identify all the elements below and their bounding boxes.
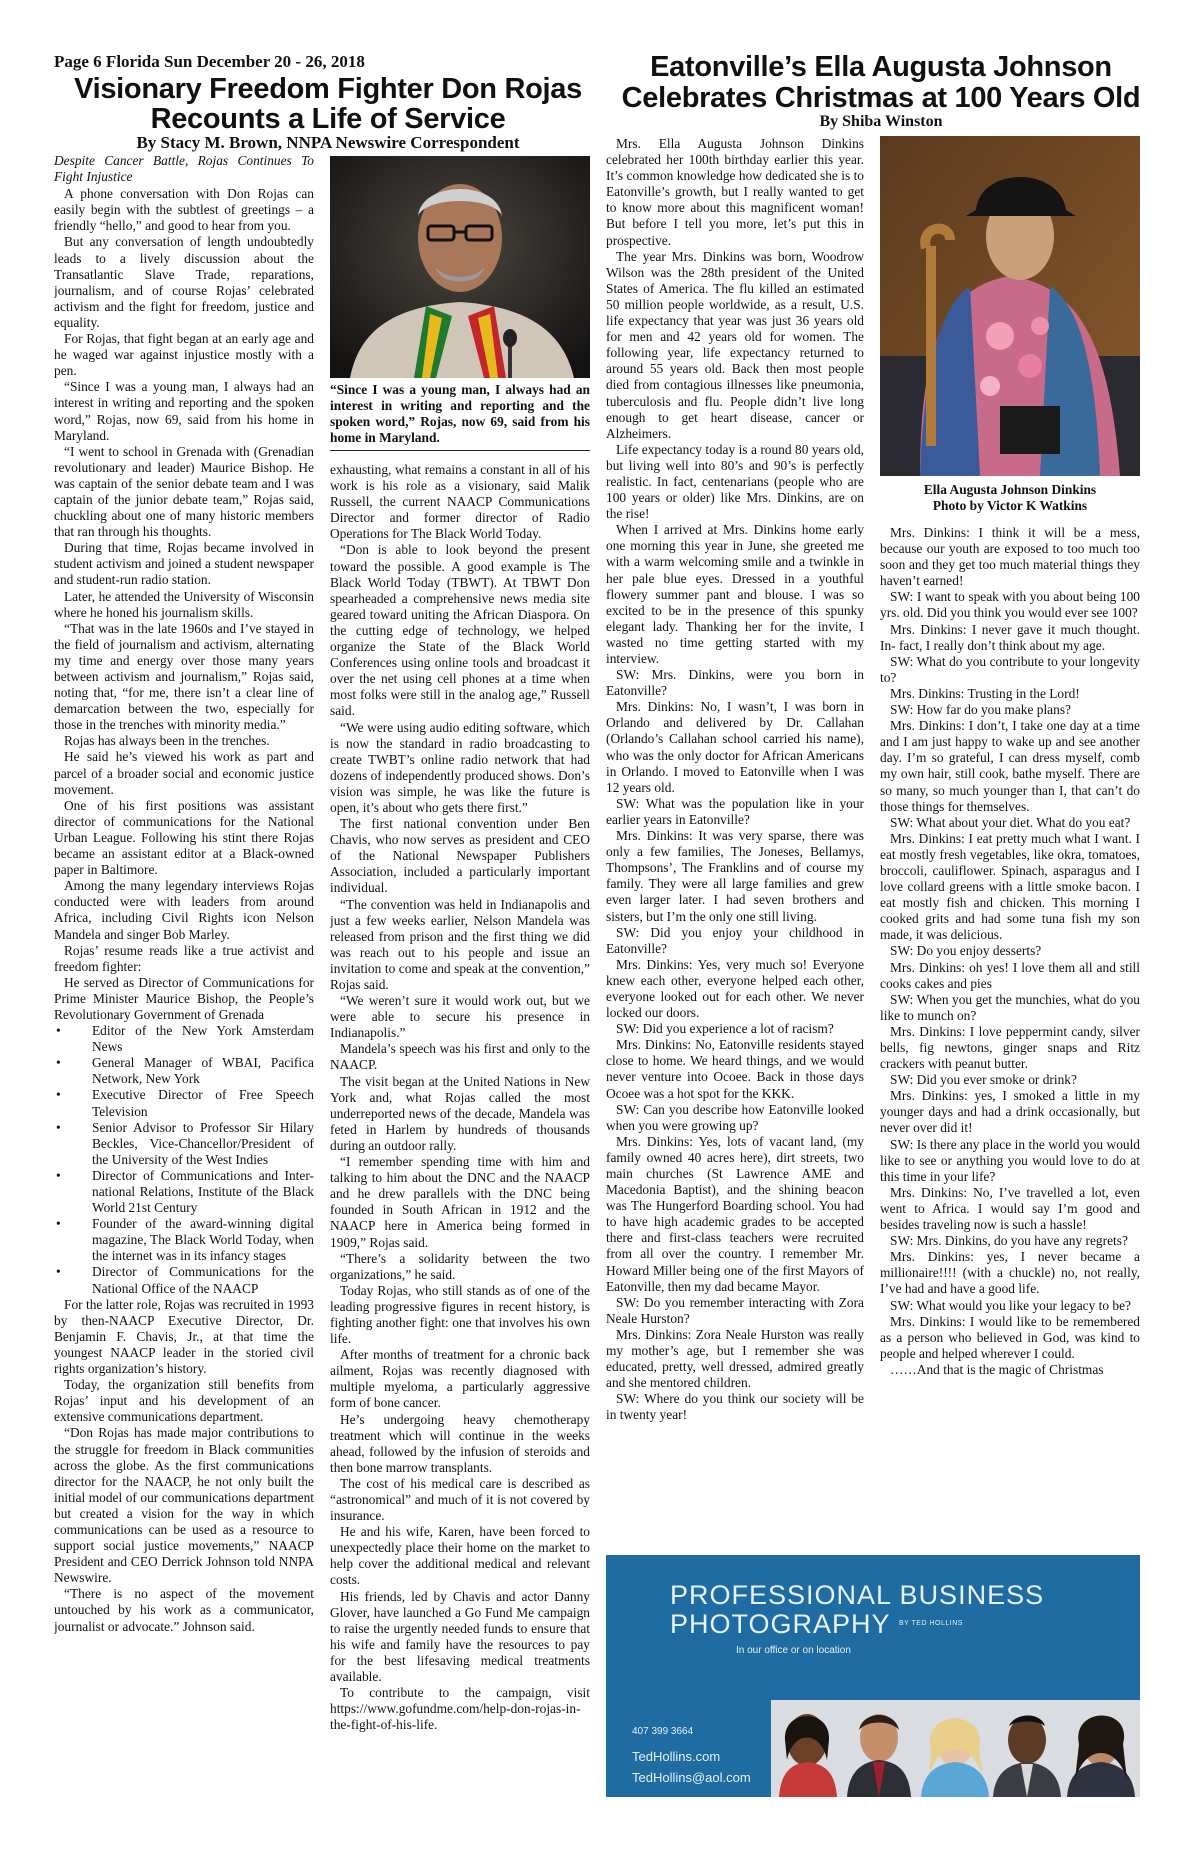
ad-subtitle: In our office or on location <box>736 1645 851 1656</box>
caption-divider <box>330 450 590 451</box>
article-paragraph: Later, he attended the University of Wisconsin where he honed his journalism skills. <box>54 588 314 620</box>
article-paragraph: SW: Do you remember interacting with Zora Neale Hurston? <box>606 1294 864 1326</box>
article-paragraph: Mrs. Dinkins: I think it will be a mess, because our youth are exposed to too much too soon and they get too much material things they haven’t earned! <box>880 525 1140 589</box>
article-paragraph: The first national convention under Ben Chavis, who now serves as president and CEO of the National Newspaper Publishers Association, included a particularly important individual. <box>330 816 590 896</box>
article-paragraph: “We were using audio editing software, which is now the standard in radio broadcasting to create TWBT’s online radio network that had dozens of independently produced shows. Don’s vision was simple, he was like the future is open, it’s about who gets there first.” <box>330 719 590 815</box>
article-paragraph: He and his wife, Karen, have been forced to unexpectedly place their home on the market to help cover the additional medical and relevant costs. <box>330 1524 590 1588</box>
article-paragraph: “Don Rojas has made major contributions to the struggle for freedom in Black communities across the globe. As the first communications director for the NAACP, he not only built the initial model of our communications department but created a vision for the way in which communications can be used as a resource to support social justice movements,” NAACP President and CEO Derrick Johnson told NNPA Newswire. <box>54 1425 314 1586</box>
right-article-column-2 <box>880 525 1140 1555</box>
article-paragraph: The cost of his medical care is described as “astronomical” and much of it is not covered by insurance. <box>330 1475 590 1524</box>
article-paragraph: Mrs. Dinkins: It was very sparse, there was only a few families, The Joneses, Bellamys, Thompsons’, The Franklins and of course my family. They were all large families and grew even larger later. I had seven brothers and sisters, but I’m the only one still living. <box>606 828 864 924</box>
left-byline: By Stacy M. Brown, NNPA Newswire Correspondent <box>136 133 520 152</box>
article-paragraph: Mrs. Dinkins: Yes, very much so! Everyone knew each other, everyone helped each other, everyone looked out for each other. We never locked our doors. <box>606 956 864 1021</box>
article-paragraph: SW: Mrs. Dinkins, were you born in Eatonville? <box>606 667 864 699</box>
resume-bullet-item: • Senior Advisor to Professor Sir Hilary Beckles, Vice-Chancellor/President of the University of the West Indies <box>54 1120 314 1168</box>
article-paragraph: “I went to school in Grenada with (Grenadian revolutionary and leader) Maurice Bishop. He was captain of the senior debate team and I was captain of the junior debate team,” Rojas said, chuckling about one of many historic members that ran through his thoughts. <box>54 443 314 540</box>
article-paragraph: Mrs. Dinkins: I would like to be remembered as a person who believed in God, was kind to people and helped wherever I could. <box>880 1313 1140 1361</box>
left-headline <box>54 74 602 134</box>
article-paragraph: Mrs. Ella Augusta Johnson Dinkins celebrated her 100th birthday earlier this year. It’s common knowledge how dedicated she is to Eatonville’s growth, but I really wanted to get to know more about this magnificent woman! But before I tell you more, let’s put this in prospective. <box>606 136 864 248</box>
article-paragraph: Rojas’ resume reads like a true activist and freedom fighter: <box>54 942 314 974</box>
article-paragraph: SW: Can you describe how Eatonville looked when you were growing up? <box>606 1101 864 1133</box>
article-paragraph: But any conversation of length undoubtedly leads to a lively discussion about the Transatlantic Slave Trade, reparations, journalism, and of course Rojas’ celebrated activism and the fight for freedom, justice and equality. <box>54 234 314 330</box>
ad-headshots-image <box>771 1700 1140 1797</box>
article-paragraph: “I remember spending time with him and talking to him about the DNC and the NAACP and he drew parallels with the DNC being founded in South African in 1912 and the NAACP here in America being formed in 1909,” Rojas said. <box>330 1154 590 1250</box>
article-paragraph: One of his first positions was assistant director of communications for the National Urban League. Following his stint there Rojas became an assistant editor at a Black-owned paper in Baltimore. <box>54 797 314 878</box>
resume-bullet-item: • Director of Communications for the National Office of the NAACP <box>54 1264 314 1296</box>
article-paragraph: SW: I want to speak with you about being 100 yrs. old. Did you think you would ever see 100? <box>880 589 1140 621</box>
article-paragraph: SW: What would you like your legacy to be? <box>890 1297 1131 1313</box>
ad-email-link[interactable]: TedHollins@aol.com <box>632 1770 751 1785</box>
ella-dinkins-photo-caption <box>880 482 1140 514</box>
page-header: Page 6 Florida Sun December 20 - 26, 2018 <box>54 52 365 71</box>
article-paragraph: Mrs. Dinkins: Trusting in the Lord! <box>890 685 1080 701</box>
article-paragraph: Rojas has always been in the trenches. <box>64 733 270 749</box>
article-paragraph: SW: Did you enjoy your childhood in Eatonville? <box>606 924 864 956</box>
article-paragraph: Life expectancy today is a round 80 years old, but living well into 80’s and 90’s is perfectly realistic. In fact, centenarians (people who are 100 years or older) like Mrs. Dinkins, are on the rise! <box>606 441 864 522</box>
article-paragraph: SW: Where do you think our society will be in twenty year! <box>606 1391 864 1423</box>
article-paragraph: The year Mrs. Dinkins was born, Woodrow Wilson was the 28th president of the United States of America. The flu killed an estimated 50 million people worldwide, as a result, U.S. life expectancy that year was just 36 years old for men and 42 years old for women. The following year, life expectancy returned to around 55 years old. Back then most people died from contagious illnesses like pneumonia, tuberculosis and flu. People didn’t live long enough to get heart disease, cancer or Alzheimers. <box>606 248 864 441</box>
column-4-body <box>880 525 1140 1378</box>
column-3-body <box>606 136 864 1424</box>
article-paragraph: Mrs. Dinkins: I eat pretty much what I want. I eat mostly fresh vegetables, like okra, tomatoes, broccoli, cauliflower. Spinach, asparagus and I love collard greens with a little smoke bacon. I eat mostly fish and chicken. This morning I cooked grits and had some tuna fish my son made, it was delicious. <box>880 830 1140 943</box>
article-paragraph: “There’s a solidarity between the two organizations,” he said. <box>330 1250 590 1282</box>
article-paragraph: SW: How far do you make plans? <box>890 702 1071 718</box>
article-paragraph: SW: Mrs. Dinkins, do you have any regrets? <box>890 1233 1128 1249</box>
article-paragraph: After months of treatment for a chronic back ailment, Rojas was recently diagnosed with multiple myeloma, a particularly aggressive form of bone cancer. <box>330 1347 590 1411</box>
article-paragraph: “We weren’t sure it would work out, but we were able to secure his presence in Indianapolis.” <box>330 993 590 1041</box>
article-paragraph: For the latter role, Rojas was recruited in 1993 by then-NAACP Executive Director, Dr. Benjamin F. Chavis, Jr., at that time the youngest NAACP leader in the storied civil rights organization’s history. <box>54 1296 314 1377</box>
ella-dinkins-photo <box>880 136 1140 476</box>
resume-bullet-item: • Director of Communications and Inter-national Relations, Institute of the Black World 21st Century <box>54 1168 314 1216</box>
article-paragraph: He’s undergoing heavy chemotherapy treatment which will continue in the weeks ahead, followed by the infusion of steroids and then bone marrow transplants. <box>330 1411 590 1475</box>
right-headline-line1: Eatonville’s Ella Augusta Johnson <box>650 51 1112 83</box>
article-paragraph: Mrs. Dinkins: I never gave it much thought. In- fact, I really don’t think about my age. <box>880 621 1140 653</box>
article-paragraph: Today, the organization still benefits from Rojas’ input and his development of an extensive communications department. <box>54 1377 314 1425</box>
resume-bullet-item: • General Manager of WBAI, Pacifica Network, New York <box>54 1055 314 1087</box>
don-rojas-portrait-image <box>330 156 590 378</box>
ad-title-line2: PHOTOGRAPHY <box>670 1609 891 1639</box>
article-paragraph: SW: Is there any place in the world you would like to see or anything you would love to do at this time in your life? <box>880 1136 1140 1184</box>
article-paragraph: “Since I was a young man, I always had an interest in writing and reporting and the spoken word,” Rojas, now 69, said from his home in Maryland. <box>54 379 314 443</box>
ad-phone: 407 399 3664 <box>632 1726 694 1737</box>
article-paragraph: SW: When you get the munchies, what do you like to munch on? <box>880 991 1140 1023</box>
right-byline: By Shiba Winston <box>819 113 943 130</box>
article-paragraph: Today Rojas, who still stands as of one of the leading progressive figures in recent history, is fighting another fight: one that involves his own life. <box>330 1282 590 1347</box>
resume-bullet-item: • Founder of the award-winning digital magazine, The Black World Today, when the internet was in its infancy stages <box>54 1216 314 1264</box>
article-paragraph: Mrs. Dinkins: Zora Neale Hurston was really my mother’s age, but I remember she was educated, pretty, well dressed, admired greatly and she mentored children. <box>606 1326 864 1391</box>
article-paragraph: SW: What was the population like in your earlier years in Eatonville? <box>606 795 864 827</box>
article-paragraph: Mrs. Dinkins: No, Eatonville residents stayed close to home. We heard things, and we would never venture into Ocoee. Back in those days Ocoee was a hot spot for the KKK. <box>606 1037 864 1101</box>
article-paragraph: SW: Did you experience a lot of racism? <box>616 1021 834 1037</box>
resume-bullet-list <box>54 1023 314 1297</box>
article-paragraph: Mandela’s speech was his first and only to the NAACP. <box>330 1041 590 1073</box>
article-paragraph: Among the many legendary interviews Rojas conducted were with leaders from around Africa, including Civil Rights icon Nelson Mandela and singer Bob Marley. <box>54 878 314 942</box>
article-paragraph: When I arrived at Mrs. Dinkins home early one morning this year in June, she greeted me with a warm welcoming smile and a twinkle in her pale blue eyes. Dressed in a youthful flowery summer pant and blouse. I was so excited to be in the presence of this spunky elegant lady. Thanking her for the invite, I wasted no time getting started with my interview. <box>606 522 864 666</box>
left-headline-line1: Visionary Freedom Fighter Don Rojas <box>74 73 582 105</box>
right-article-column-1 <box>606 136 864 1556</box>
column-1-body <box>54 186 314 1023</box>
article-paragraph: “There is no aspect of the movement untouched by his work as a communicator, journalist or advocate.” Johnson said. <box>54 1586 314 1634</box>
don-rojas-photo-caption: “Since I was a young man, I always had an interest in writing and reporting and the spoken word,” Rojas, now 69, said from his home in Maryland. <box>330 382 590 445</box>
article-paragraph: For Rojas, that fight began at an early age and he waged war against injustice mostly with a pen. <box>54 331 314 379</box>
ad-title-line1: PROFESSIONAL BUSINESS <box>670 1580 1045 1610</box>
article-paragraph: ……And that is the magic of Christmas <box>890 1361 1104 1377</box>
right-headline <box>608 52 1154 114</box>
article-paragraph: Mrs. Dinkins: yes, I smoked a little in my younger days and had a drink occasionally, but never over did it! <box>880 1088 1140 1136</box>
ella-dinkins-portrait-image <box>880 136 1140 476</box>
article-paragraph: Mrs. Dinkins: I don’t, I take one day at a time and I am just happy to wake up and see another day. I’m so grateful, I can dress myself, comb my own hair, still cook, bathe myself. There are so many, so much younger than I, that can’t do those things for themselves. <box>880 718 1140 814</box>
article-paragraph: Mrs. Dinkins: oh yes! I love them all and still cooks cakes and pies <box>880 959 1140 991</box>
article-paragraph: exhausting, what remains a constant in all of his work is his role as a visionary, said Malik Russell, the current NAACP Communications Director and former director of Radio Operations for The Black World Today. <box>330 462 590 542</box>
article-paragraph: He said he’s viewed his work as part and parcel of a broader social and economic justice movement. <box>54 749 314 797</box>
article-paragraph: SW: What do you contribute to your longevity to? <box>880 653 1140 685</box>
article-paragraph: He served as Director of Communications for Prime Minister Maurice Bishop, the People’s Revolutionary Government of Grenada <box>54 974 314 1022</box>
ad-by-line: BY TED HOLLINS <box>899 1620 963 1627</box>
article-paragraph: The visit began at the United Nations in New York and, what Rojas called the most underreported news of the decade, Mandela was feted in Harlem by hundreds of thousands during an outdoor rally. <box>330 1073 590 1153</box>
column-2-body <box>330 462 590 1733</box>
article-paragraph: Mrs. Dinkins: No, I wasn’t, I was born in Orlando and delivered by Dr. Callahan (Orlando’s Callahan school carried his name), who was the only doctor for African Americans in Orlando. I moved to Eatonville when I was 12 years old. <box>606 699 864 795</box>
photo-caption-credit: Photo by Victor K Watkins <box>932 498 1088 513</box>
left-article-column-2 <box>330 462 590 1797</box>
left-article-column-1 <box>54 153 314 1793</box>
article-paragraph: SW: Do you enjoy desserts? <box>890 943 1042 959</box>
right-headline-line2: Celebrates Christmas at 100 Years Old <box>621 82 1141 114</box>
resume-bullet-item: • Executive Director of Free Speech Television <box>54 1087 314 1119</box>
article-paragraph: To contribute to the campaign, visit https://www.gofundme.com/help-don-rojas-in-the-fight-of-his-life. <box>330 1685 590 1733</box>
article-paragraph: Mrs. Dinkins: I love peppermint candy, silver bells, fig newtons, ginger snaps and Ritz crackers with peanut butter. <box>880 1023 1140 1072</box>
ad-title <box>670 1581 1044 1639</box>
article-paragraph: SW: What about your diet. What do you eat? <box>890 814 1131 830</box>
resume-bullet-item: • Editor of the New York Amsterdam News <box>54 1023 314 1055</box>
article-paragraph: Mrs. Dinkins: No, I’ve travelled a lot, even went to Africa. I would say I’m good and besides traveling now is such a hassle! <box>880 1184 1140 1233</box>
photography-advertisement <box>606 1555 1140 1797</box>
article-paragraph: Mrs. Dinkins: yes, I never became a millionaire!!!! (with a chuckle) no, not really, I’ve had and have a good life. <box>880 1249 1140 1297</box>
article-paragraph: His friends, led by Chavis and actor Danny Glover, have launched a Go Fund Me campaign to raise the urgently needed funds to ensure that his wife and family have the resources to pay for the best lifesaving medical treatments available. <box>330 1588 590 1685</box>
article-paragraph: “Don is able to look beyond the present toward the possible. A good example is The Black World Today (TBWT). At TBWT Don spearheaded a comprehensive news media site geared toward uniting the African Diaspora. On the cutting edge of technology, we helped organize the State of the Black World Conferences using online tools and broadcast it over the net using cell phones at a time when most folks were still in the analog age,” Russell said. <box>330 542 590 719</box>
photo-caption-name: Ella Augusta Johnson Dinkins <box>923 482 1097 497</box>
article-paragraph: Mrs. Dinkins: Yes, lots of vacant land, (my family owned 40 acres here), dirt streets, two main churches (St Lawrence AME and Macedonia Baptist), and the shining beacon was The Hungerford Boarding school. You had to have high academic grades to be accepted there and first-class teachers were recruited from all over the country. I remember Mr. Howard Miller being one of the first Mayors of Eatonville, then my dad became Mayor. <box>606 1133 864 1294</box>
article-kicker: Despite Cancer Battle, Rojas Continues To Fight Injustice <box>54 153 314 185</box>
article-paragraph: A phone conversation with Don Rojas can easily begin with the subtlest of greetings – a friendly “hello,” and good to hear from you. <box>54 186 314 234</box>
don-rojas-photo <box>330 156 590 378</box>
ad-website-link[interactable]: TedHollins.com <box>632 1749 721 1764</box>
article-paragraph: “That was in the late 1960s and I’ve stayed in the field of journalism and activism, alternating my time and energy over those many years between activism and journalism,” Rojas said, noting that, “for me, there isn’t a clear line of demarcation between the two, especially for those in the trenches with minority media.” <box>54 620 314 733</box>
left-headline-line2: Recounts a Life of Service <box>150 103 506 135</box>
article-paragraph: “The convention was held in Indianapolis and just a few weeks earlier, Nelson Mandela was released from prison and the first thing we did was reach out to his people and issue an invitation to come and speak at the convention,” Rojas said. <box>330 896 590 992</box>
column-1-body-continued <box>54 1297 314 1635</box>
article-paragraph: During that time, Rojas became involved in student activism and joined a student newspaper and student-run radio station. <box>54 540 314 588</box>
article-paragraph: SW: Did you ever smoke or drink? <box>890 1072 1077 1088</box>
